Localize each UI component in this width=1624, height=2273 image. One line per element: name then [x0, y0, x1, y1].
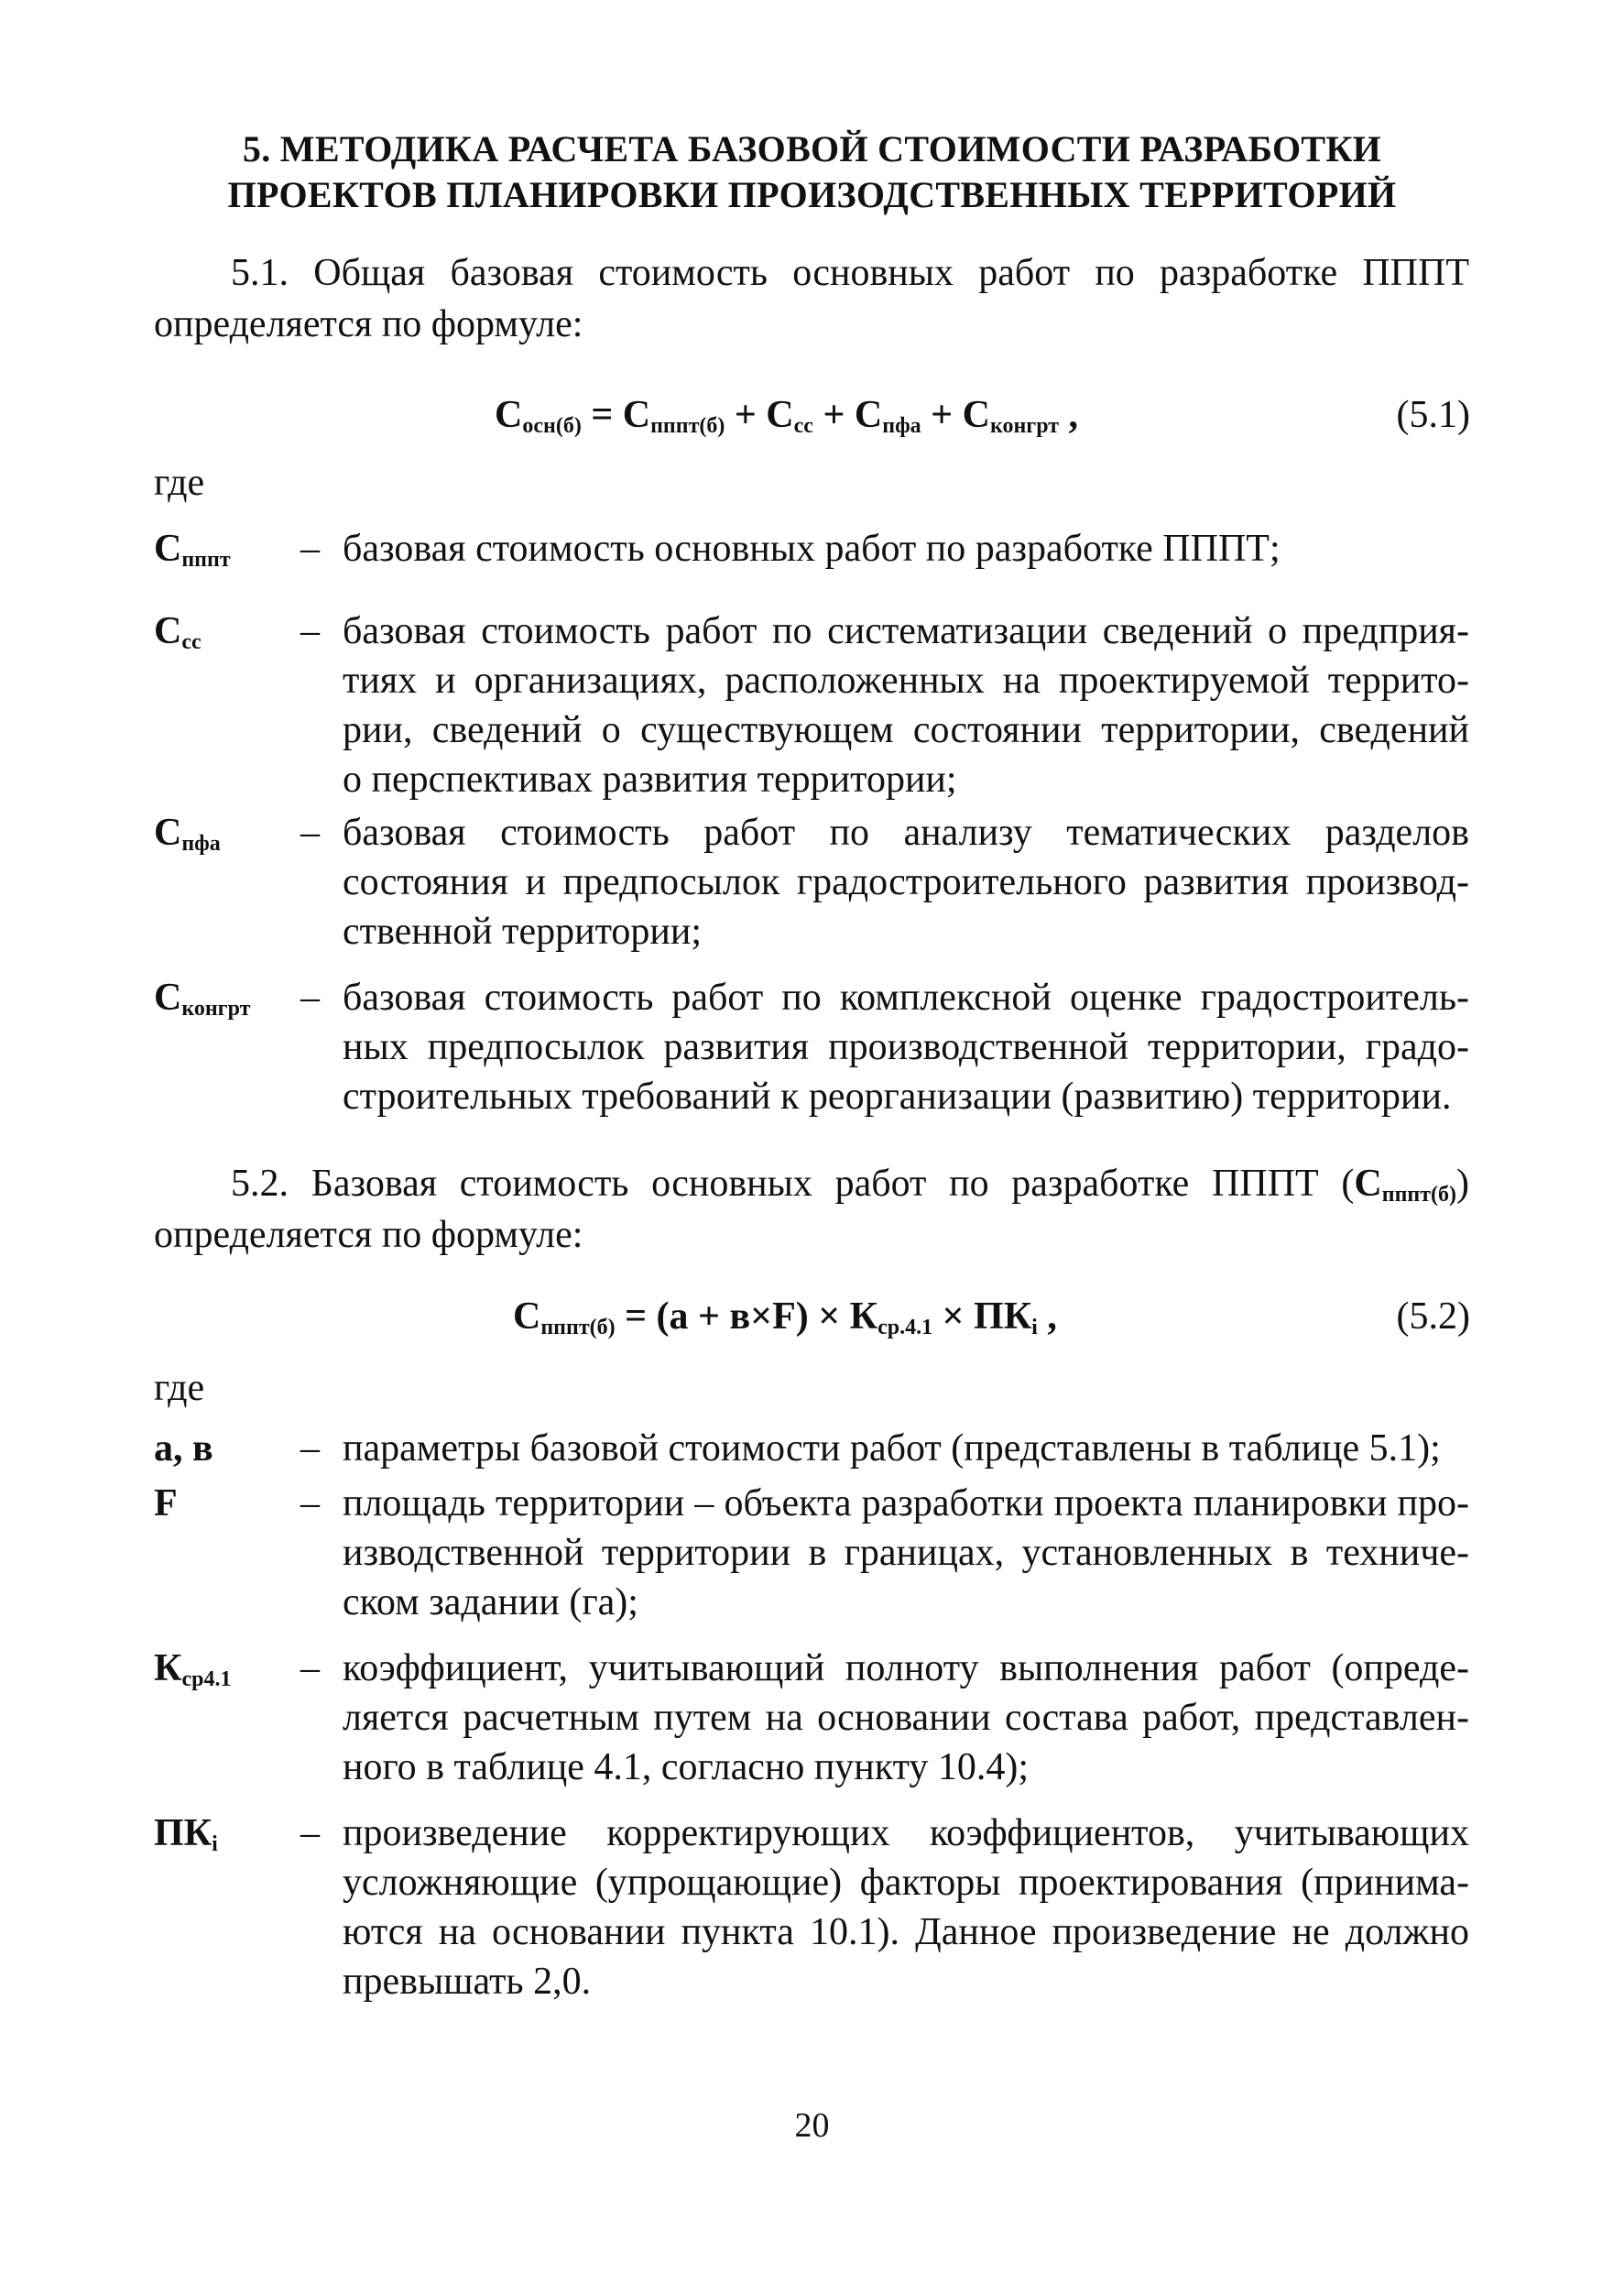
definition-line: ных предпосылок развития производственной территории, градо-: [343, 1026, 1469, 1068]
definition-term: F: [154, 1482, 178, 1524]
definition-line: коэффициент, учитывающий полноту выполнения работ (опреде-: [343, 1647, 1469, 1689]
definition-dash: –: [300, 1482, 320, 1524]
definition-text: [343, 1809, 1469, 2006]
definition-line: площадь территории – объекта разработки проекта планировки про-: [343, 1482, 1469, 1524]
paragraph-5-1: [154, 247, 1469, 350]
paragraph-5-1-line-2: определяется по формуле:: [154, 303, 583, 345]
definition-line: произведение корректирующих коэффициентов, учитывающих: [343, 1812, 1469, 1854]
definition-text: [343, 524, 1469, 574]
definition-line: ляется расчетным путем на основании состава работ, представлен-: [343, 1697, 1469, 1739]
paragraph-5-2-line-1: 5.2. Базовая стоимость основных работ по разработке ПППТ $(С_{пппт(б)})$: [231, 1163, 1469, 1207]
definition-dash: –: [300, 977, 320, 1019]
paragraph-5-2-line-2: определяется по формуле:: [154, 1214, 583, 1256]
definition-line: усложняющие (упрощающие) факторы проектирования (принима-: [343, 1862, 1469, 1904]
page-number: 20: [794, 2106, 830, 2145]
paragraph-5-2: [154, 1158, 1469, 1261]
definition-line: изводственной территории в границах, установленных в техниче-: [343, 1532, 1469, 1574]
definition-term: $С_{пппт}$: [154, 528, 231, 572]
definition-text: [343, 1479, 1469, 1627]
where-label-1: где: [154, 462, 205, 504]
definition-line: базовая стоимость работ по анализу тематических разделов: [343, 812, 1469, 854]
definition-text: [343, 606, 1469, 804]
where-label-2: где: [154, 1367, 205, 1409]
definition-term: $С_{пфа}$: [154, 812, 221, 856]
definition-text: [343, 1644, 1469, 1792]
section-heading: [156, 126, 1468, 218]
definition-dash: –: [300, 812, 320, 854]
definition-line: ском задании (га);: [343, 1581, 638, 1623]
definition-line: базовая стоимость основных работ по разработке ПППТ;: [343, 528, 1281, 570]
formula-5-2: $С_{пппт(б)} = (а + в\times F) \times К_{ср.4.1} \times ПК_i$ ,: [513, 1295, 1057, 1339]
definition-term: $С_{сс}$: [154, 610, 202, 654]
definition-line: ного в таблице 4.1, согласно пункту 10.4);: [343, 1746, 1030, 1788]
definition-line: строительных требований к реорганизации (развитию) территории.: [343, 1076, 1452, 1118]
definition-text: [343, 808, 1469, 956]
definition-term: а, в: [154, 1427, 213, 1470]
definition-dash: –: [300, 610, 320, 652]
definition-term: $С_{конгрт}$: [154, 977, 251, 1021]
definition-line: рии, сведений о существующем состоянии территории, сведений: [343, 709, 1469, 751]
definition-term: $ПК_i$: [154, 1812, 218, 1856]
definition-dash: –: [300, 1427, 320, 1470]
definition-text: [343, 1424, 1469, 1473]
definition-line: превышать 2,0.: [343, 1961, 592, 2003]
heading-line-2: ПРОЕКТОВ ПЛАНИРОВКИ ПРОИЗОДСТВЕННЫХ ТЕРРИТОРИЙ: [227, 174, 1397, 215]
definition-line: ются на основании пункта 10.1). Данное произведение не должно: [343, 1911, 1469, 1953]
definition-line: параметры базовой стоимости работ (представлены в таблице 5.1);: [343, 1427, 1441, 1470]
definition-line: состояния и предпосылок градостроительного развития производ-: [343, 861, 1469, 903]
definition-line: базовая стоимость работ по комплексной оценке градостроитель-: [343, 977, 1469, 1019]
definition-line: ственной территории;: [343, 911, 703, 953]
formula-5-1: $С_{осн(б)} = С_{пппт(б)} + С_{сс} + С_{пфа} + С_{конгрт}$ ,: [495, 394, 1079, 438]
definition-dash: –: [300, 1812, 320, 1854]
definition-term: $К_{ср4.1}$: [154, 1647, 232, 1691]
definition-text: [343, 973, 1469, 1121]
definition-dash: –: [300, 528, 320, 570]
definition-dash: –: [300, 1647, 320, 1689]
definition-line: тиях и организациях, расположенных на проектируемой террито-: [343, 660, 1469, 702]
equation-number-5-1: (5.1): [1396, 394, 1470, 436]
heading-line-1: 5. МЕТОДИКА РАСЧЕТА БАЗОВОЙ СТОИМОСТИ РАЗРАБОТКИ: [242, 128, 1382, 169]
definition-line: о перспективах развития территории;: [343, 759, 957, 801]
paragraph-5-1-line-1: 5.1. Общая базовая стоимость основных работ по разработке ПППТ: [231, 252, 1469, 294]
equation-number-5-2: (5.2): [1396, 1295, 1470, 1338]
definition-line: базовая стоимость работ по систематизации сведений о предприя-: [343, 610, 1469, 652]
